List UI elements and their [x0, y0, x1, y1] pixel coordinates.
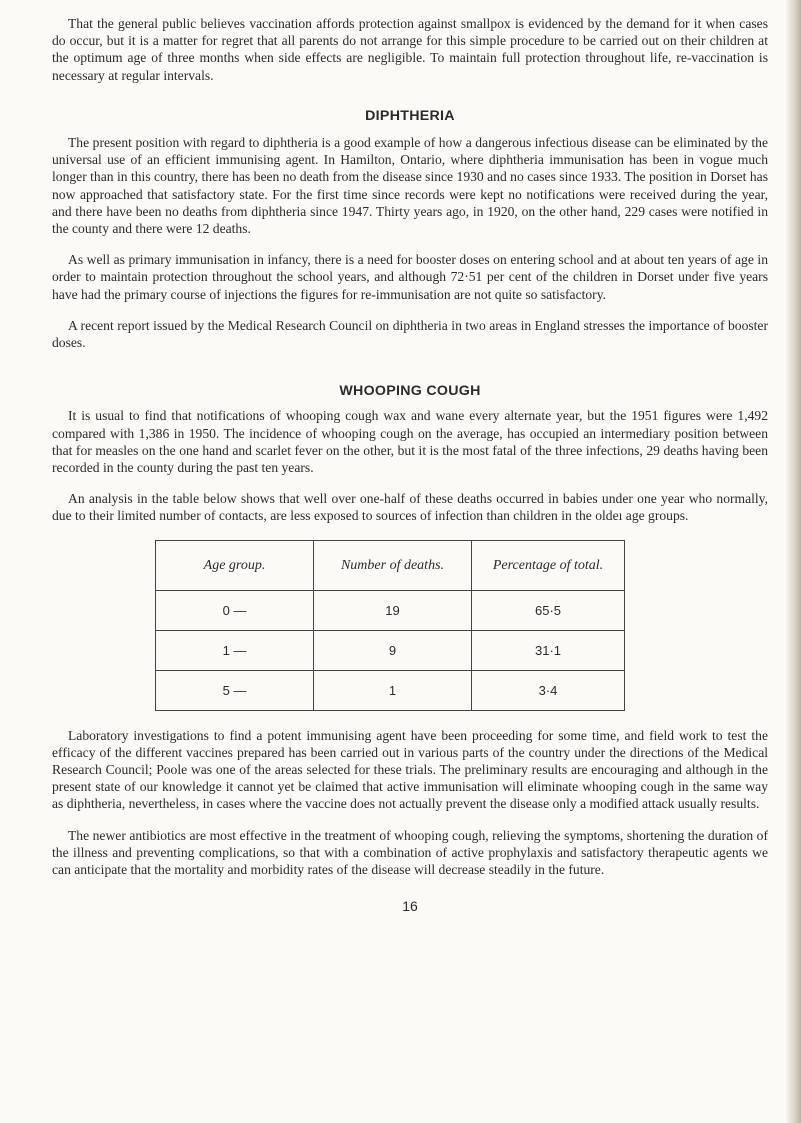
cell-percentage: 65·5 — [472, 590, 625, 630]
whooping-paragraph-3: Laboratory investigations to find a potent immunising agent have been proceeding for some time, and field work to test the efficacy of the different vaccines prepared has been carried out in various parts of the country under the directions of the Medical Research Council; Poole was one of the areas selected for these trials. The preliminary results are encouraging and although in the present state of our knowledge it cannot yet be claimed that active immunisation will eliminate whooping cough in the same way as diphtheria, nevertheless, in cases where the vaccine does not actually prevent the disease only a modified attack usually results. — [52, 727, 768, 812]
whooping-cough-heading: WHOOPING COUGH — [339, 383, 481, 400]
diphtheria-paragraph-3: A recent report issued by the Medical Research Council on diphtheria in two areas in England stresses the importance of booster doses. — [52, 317, 768, 351]
table-row — [156, 590, 625, 630]
intro-paragraph: That the general public believes vaccination affords protection against smallpox is evidenced by the demand for it when cases do occur, but it is a matter for regret that all parents do not arrange for this simple procedure to be carried out on their children at the optimum age of three months when side effects are negligible. To maintain full protection throughout life, re-vaccination is necessary at regular intervals. — [52, 16, 768, 83]
diphtheria-paragraph-2: As well as primary immunisation in infancy, there is a need for booster doses on entering school and at about ten years of age in order to maintain protection throughout the school years, and although 72·51 per cent of the children in Dorset under five years have had the primary course of injections the figures for re-immunisation are not quite so satisfactory. — [52, 252, 768, 302]
document-page — [52, 15, 768, 916]
whooping-paragraph-4: The newer antibiotics are most effective in the treatment of whooping cough, relieving the symptoms, shortening the duration of the illness and preventing complications, so that with a combination of active prophylaxis and satisfactory therapeutic agents we can anticipate that the mortality and morbidity rates of the disease will decrease steadily in the future. — [52, 827, 768, 878]
header-number-of-deaths: Number of deaths. — [314, 540, 472, 590]
diphtheria-paragraph-1: The present position with regard to diphtheria is a good example of how a dangerous infectious disease can be eliminated by the universal use of an efficient immunising agent. In Hamilton, Ontario, where diphtheria immunisation has been in vogue much longer than in this country, there has been no death from the disease since 1930 and no cases since 1933. The position in Dorset has now approached that satisfactory state. For the first time since records were kept no notifications were received during the year, and there have been no deaths from diphtheria since 1947. Thirty years ago, in 1920, on the other hand, 229 cases were notified in the county and there were 12 deaths. — [52, 135, 768, 237]
header-age-group: Age group. — [156, 540, 314, 590]
table-row — [156, 670, 625, 710]
cell-age-group: 5 — — [156, 670, 314, 710]
table-header-row — [156, 540, 625, 590]
whooping-paragraph-1: It is usual to find that notifications of whooping cough wax and wane every alternate year, but the 1951 figures were 1,492 compared with 1,386 in 1950. The incidence of whooping cough on the average, has occupied an intermediary position between that for measles on the one hand and scarlet fever on the other, but it is the most fatal of the three infections, 29 deaths having been recorded in the county during the past ten years. — [52, 408, 768, 476]
deaths-by-age-table — [155, 540, 625, 711]
cell-age-group: 1 — — [156, 630, 314, 670]
header-percentage: Percentage of total. — [472, 540, 625, 590]
whooping-paragraph-2: An analysis in the table below shows that well over one-half of these deaths occurred in babies under one year who normally, due to their limited number of contacts, are less exposed to sources of infection than children in the oldeı age groups. — [52, 491, 768, 524]
cell-deaths: 19 — [314, 590, 472, 630]
cell-deaths: 1 — [314, 670, 472, 710]
table-row — [156, 630, 625, 670]
diphtheria-heading: DIPHTHERIA — [365, 107, 455, 124]
cell-percentage: 31·1 — [472, 630, 625, 670]
page-edge-shadow — [785, 0, 801, 1123]
page-number: 16 — [402, 898, 418, 915]
cell-deaths: 9 — [314, 630, 472, 670]
cell-age-group: 0 — — [156, 590, 314, 630]
cell-percentage: 3·4 — [472, 670, 625, 710]
